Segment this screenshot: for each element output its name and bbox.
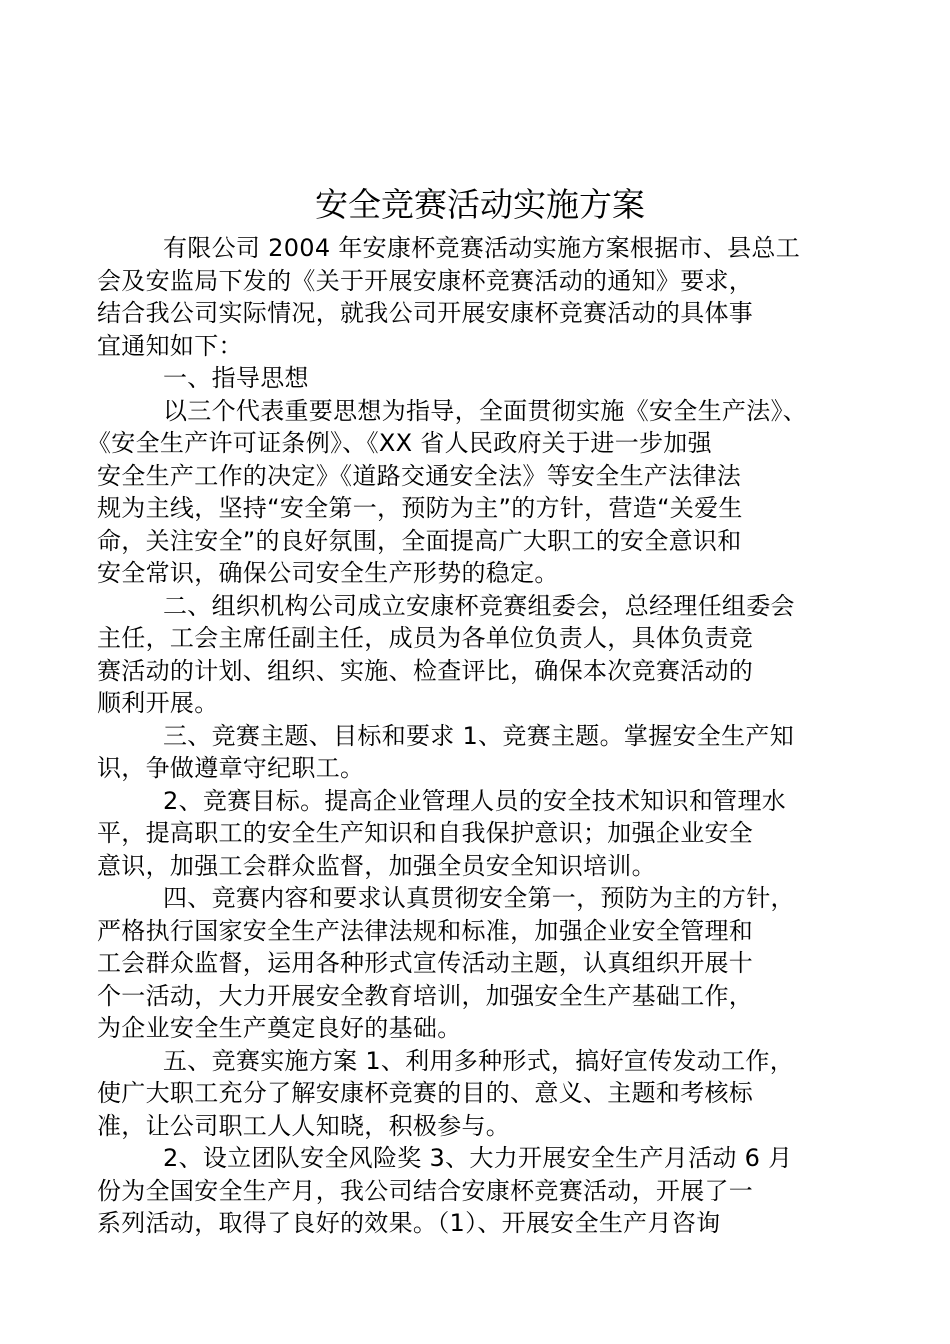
text-line: 一、指导思想: [163, 364, 309, 392]
text-line: 四、竞赛内容和要求认真贯彻安全第一，预防为主的方针，: [163, 884, 795, 912]
text-line: 命，关注安全”的良好氛围，全面提高广大职工的安全意识和: [97, 526, 742, 555]
text-line: 主任，工会主席任副主任，成员为各单位负责人，具体负责竞: [97, 624, 754, 652]
text-line: 安全生产工作的决定》《道路交通安全法》等安全生产法律法: [97, 461, 742, 490]
text-line: 《安全生产许可证条例》、《XX 省人民政府关于进一步加强: [87, 429, 712, 457]
text-line: 2、竞赛目标。提高企业管理人员的安全技术知识和管理水: [163, 786, 787, 815]
document-title: 安全竞赛活动实施方案: [315, 185, 645, 224]
text-line: 使广大职工充分了解安康杯竞赛的目的、意义、主题和考核标: [97, 1079, 754, 1107]
text-line: 严格执行国家安全生产法律法规和标准，加强企业安全管理和: [97, 916, 754, 945]
text-line: 平，提高职工的安全生产知识和自我保护意识；加强企业安全: [97, 819, 754, 847]
text-line: 规为主线，坚持“安全第一，预防为主”的方针，营造“关爱生: [97, 494, 743, 522]
paragraph-goal: [97, 785, 830, 883]
paragraph-content: [97, 882, 830, 1045]
paragraph-theme: [97, 720, 830, 785]
paragraph-organization: [97, 590, 830, 720]
text-line: 赛活动的计划、组织、实施、检查评比，确保本次竞赛活动的: [97, 656, 754, 685]
text-line: 准，让公司职工人人知晓，积极参与。: [97, 1111, 511, 1140]
text-line: 顺利开展。: [97, 689, 219, 717]
text-line: 个一活动，大力开展安全教育培训，加强安全生产基础工作，: [97, 981, 754, 1010]
text-line: 会及安监局下发的《关于开展安康杯竞赛活动的通知》要求，: [97, 266, 754, 295]
text-line: 系列活动，取得了良好的效果。（1）、开展安全生产月咨询: [97, 1209, 721, 1237]
text-line: 三、竞赛主题、目标和要求 1、竞赛主题。掌握安全生产知: [163, 721, 794, 750]
paragraph-guiding-ideology: [87, 395, 830, 590]
text-line: 五、竞赛实施方案 1、利用多种形式，搞好宣传发动工作，: [163, 1046, 794, 1075]
document-body: [87, 232, 830, 1240]
text-line: 工会群众监督，运用各种形式宣传活动主题，认真组织开展十: [97, 949, 754, 977]
section-heading-guiding-ideology: [130, 362, 830, 395]
text-line: 识，争做遵章守纪职工。: [97, 754, 365, 782]
text-line: 安全常识，确保公司安全生产形势的稳定。: [97, 559, 559, 587]
text-line: 2、设立团队安全风险奖 3、大力开展安全生产月活动 6 月: [163, 1144, 793, 1172]
text-line: 意识，加强工会群众监督，加强全员安全知识培训。: [97, 851, 656, 880]
text-line: 以三个代表重要思想为指导，全面贯彻实施《安全生产法》、: [163, 396, 808, 425]
text-line: 有限公司 2004 年安康杯竞赛活动实施方案根据市、县总工: [163, 234, 801, 262]
paragraph-intro: [97, 232, 830, 362]
text-line: 二、组织机构公司成立安康杯竞赛组委会，总经理任组委会: [163, 591, 795, 620]
paragraph-implementation: [97, 1045, 830, 1143]
text-line: 结合我公司实际情况，就我公司开展安康杯竞赛活动的具体事: [97, 299, 754, 327]
paragraph-safety-month: [97, 1142, 830, 1240]
text-line: 份为全国安全生产月，我公司结合安康杯竞赛活动，开展了一: [97, 1176, 754, 1205]
text-line: 为企业安全生产奠定良好的基础。: [97, 1014, 462, 1042]
text-line: 宜通知如下：: [97, 331, 243, 360]
